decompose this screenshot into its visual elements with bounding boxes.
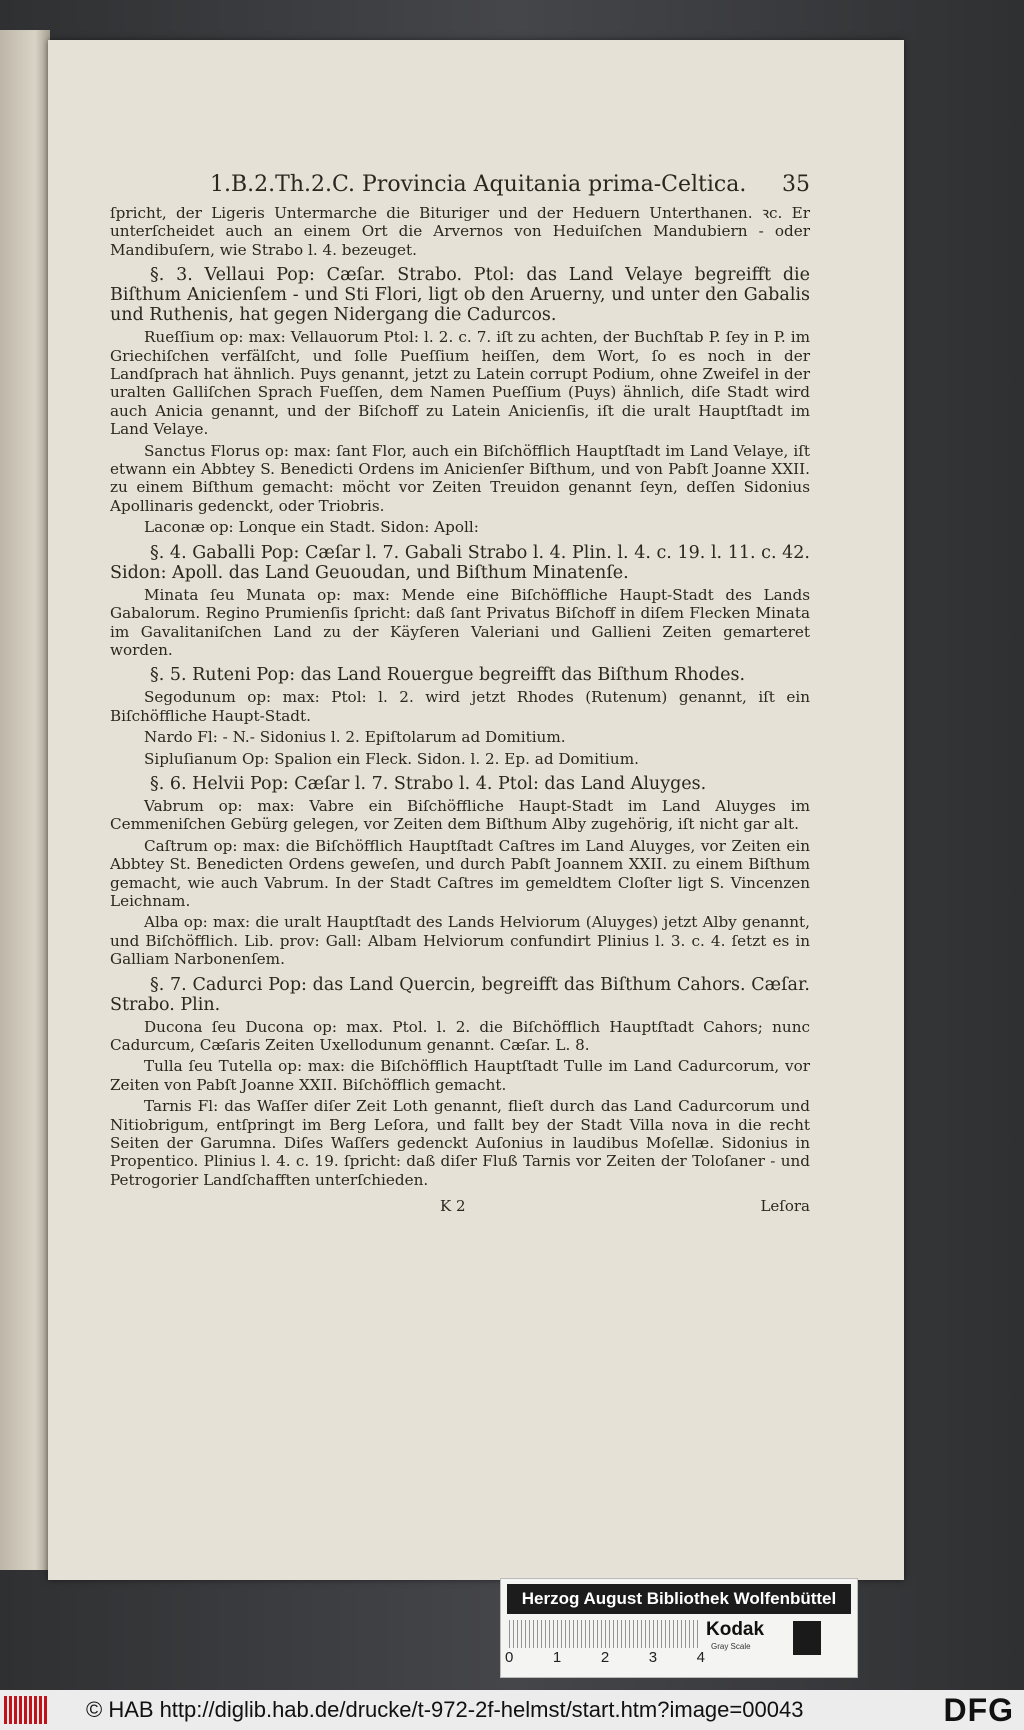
scale-ruler: [509, 1620, 699, 1648]
entry-paragraph: Caſtrum op: max: die Biſchöfflich Hauptſtadt Caſtres im Land Aluyges, vor Zeiten ein Abbtey St. Benedicten Ordens geweſen, und durch Pabſt Joannem XXII. zu einem Biſthum gemacht, wie auch Vabrum. In der Stadt Caſtres im gemeldtem Cloſter ligt S. Vincenzen Leichnam.: [110, 836, 810, 910]
card-title: Herzog August Bibliothek Wolfenbüttel: [507, 1584, 851, 1614]
entry-paragraph: Alba op: max: die uralt Hauptſtadt des Lands Helviorum (Aluyges) jetzt Alby genannt, und Biſchöfflich. Lib. prov: Gall: Albam Helviorum confundirt Plinius l. 3. c. 4. ſetzt es in Galliam Narbonenſem.: [110, 913, 810, 969]
entry-paragraph: Minata ſeu Munata op: max: Mende eine Biſchöffliche Haupt-Stadt des Lands Gabalorum. Regino Prumienſis ſpricht: daß ſant Privatus Biſchoff in diſem Flecken Minata im Gavalitaniſchen Land zu der Käyſeren Valeriani und Gallieni Zeiten gemarteret worden.: [110, 585, 810, 659]
ruler-number: 3: [648, 1649, 658, 1666]
entry-paragraph: ſpricht, der Ligeris Untermarche die Bituriger und der Heduern Unterthanen. ꝛc. Er unterſcheidet auch an einem Ort die Arvernos von Heduiſchen Mandubiern - oder Mandibuſern, wie Strabo l. 4. bezeuget.: [110, 204, 810, 259]
page-number: 35: [782, 172, 810, 197]
grayscale-label: Gray Scale: [711, 1642, 751, 1651]
section-heading: §. 7. Cadurci Pop: das Land Quercin, begreifft das Biſthum Cahors. Cæſar. Strabo. Plin.: [110, 974, 810, 1015]
ruler-numbers: [505, 1649, 705, 1666]
ruler-number: 4: [696, 1649, 705, 1666]
entry-paragraph: Sipluſianum Op: Spalion ein Fleck. Sidon. l. 2. Ep. ad Domitium.: [144, 749, 639, 768]
catchword: Leſora: [760, 1197, 810, 1216]
section-heading: §. 6. Helvii Pop: Cæſar l. 7. Strabo l. 4. Ptol: das Land Aluyges.: [150, 773, 707, 794]
entry-paragraph: Sanctus Florus op: max: ſant Flor, auch ein Biſchöfflich Hauptſtadt im Land Velaye, iſt etwann ein Abbtey S. Benedicti Ordens im Anicienſer Biſthum, und von Pabſt Joanne XXII. zu einem Biſthum gemacht: möcht vor Zeiten Treuidon genannt ſeyn, deſſen Sidonius Apollinaris gedenckt, oder Triobris.: [110, 441, 810, 515]
header-title: 1.B.2.Th.2.C. Provincia Aquitania prima-Celtica.: [210, 172, 747, 197]
section-heading: §. 5. Ruteni Pop: das Land Rouergue begreifft das Biſthum Rhodes.: [150, 665, 746, 686]
black-swatch: [793, 1621, 821, 1655]
copyright: © HAB: [86, 1697, 154, 1722]
page-footer: [110, 1197, 810, 1215]
entry-paragraph: Tulla ſeu Tutella op: max: die Biſchöfflich Hauptſtadt Tulle im Land Cadurcorum, vor Zeiten von Pabſt Joanne XXII. Biſchöfflich gemacht.: [110, 1057, 810, 1094]
entry-paragraph: Rueſſium op: max: Vellauorum Ptol: l. 2. c. 7. iſt zu achten, der Buchſtab P. ſey in P. im Griechiſchen verfälſcht, und ſolle Pueſſium heiſſen, dem Wort, ſo es noch in der Landſprach hat ähnlich. Puys genannt, jetzt zu Latein corrupt Podium, ohne Zweifel in der uralten Galliſchen Sprach Fueſſen, dem Namen Pueſſium (Puys) ähnlich, diſe Stadt wird auch Anicia genannt, und der Biſchoff zu Latein Anicienſis, iſt die uralt Hauptſtadt im Land Velaye.: [110, 328, 810, 439]
paragraph-list: [110, 204, 810, 1189]
entry-paragraph: Vabrum op: max: Vabre ein Biſchöffliche Haupt-Stadt im Land Aluyges im Cemmeniſchen Gebürg gelegen, vor Zeiten dem Biſthum Alby zugehörig, iſt nicht gar alt.: [110, 796, 810, 834]
entry-paragraph: Ducona ſeu Ducona op: max. Ptol. l. 2. die Biſchöfflich Hauptſtadt Cahors; nunc Cadurcum, Cæſaris Zeiten Uxellodunum genannt. Cæſar. L. 8.: [110, 1017, 810, 1054]
viewer-bottom-bar: [0, 1690, 1024, 1730]
entry-paragraph: Laconæ op: Lonque ein Stadt. Sidon: Apoll:: [144, 518, 479, 537]
ruler-number: 1: [552, 1649, 562, 1666]
previous-page-edge: [0, 30, 50, 1570]
section-heading: §. 4. Gaballi Pop: Cæſar l. 7. Gabali Strabo l. 4. Plin. l. 4. c. 19. l. 11. c. 42. Sidon: Apoll. das Land Geuoudan, und Biſthum Minatenſe.: [110, 542, 810, 583]
signature-mark: K 2: [440, 1197, 466, 1216]
running-header: [210, 170, 810, 200]
kodak-logo: Kodak: [706, 1619, 765, 1640]
ruler-number: 0: [505, 1649, 514, 1666]
color-card: [500, 1578, 858, 1678]
ruler-number: 2: [600, 1649, 610, 1666]
source-url-link[interactable]: http://diglib.hab.de/drucke/t-972-2f-helmst/start.htm?image=00043: [159, 1697, 804, 1722]
book-page: [48, 40, 904, 1580]
section-heading: §. 3. Vellaui Pop: Cæſar. Strabo. Ptol: das Land Velaye begreifft die Biſthum Anicienſem - und Sti Flori, ligt ob den Aruerny, und unter den Gabalis und Ruthenis, hat gegen Nidergang die Cadurcos.: [110, 265, 810, 326]
hab-logo-icon: [4, 1696, 48, 1724]
page-text: [110, 170, 810, 1216]
entry-paragraph: Segodunum op: max: Ptol: l. 2. wird jetzt Rhodes (Rutenum) genannt, iſt ein Biſchöffliche Haupt-Stadt.: [110, 688, 810, 725]
entry-paragraph: Tarnis Fl: das Waſſer diſer Zeit Loth genannt, flieſt durch das Land Cadurcorum und Nitiobrigum, entſpringt im Berg Leſora, und fallt bey der Stadt Villa nova in die recht Seiten der Garumna. Diſes Waſſers gedenckt Auſonius in laudibus Moſellæ. Sidonius in Propentico. Plinius l. 4. c. 19. ſpricht: daß diſer Fluß Tarnis vor Zeiten der Toloſaner - und Petrogorier Landſchafften unterſchieden.: [110, 1097, 810, 1189]
dfg-logo: DFG: [943, 1692, 1014, 1728]
entry-paragraph: Nardo Fl: - N.- Sidonius l. 2. Epiſtolarum ad Domitium.: [144, 728, 566, 747]
